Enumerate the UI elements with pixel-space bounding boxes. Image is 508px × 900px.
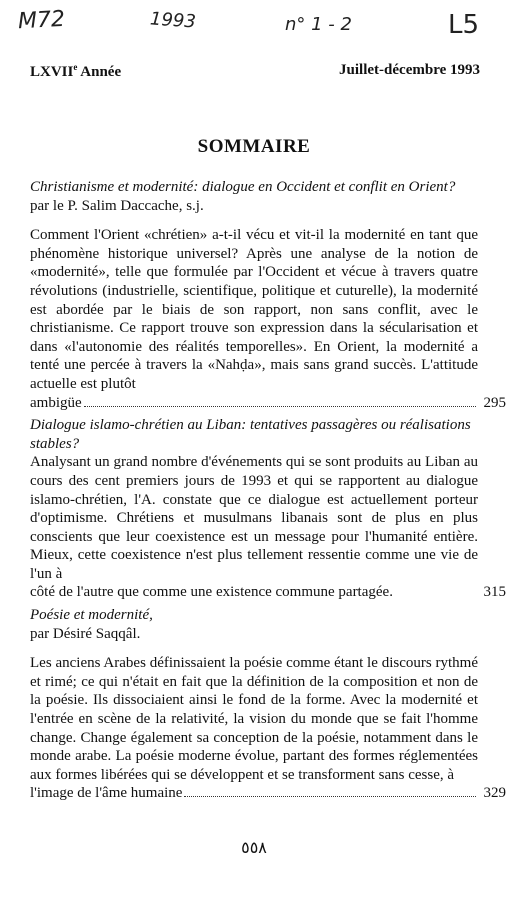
entry-last-line [30, 784, 506, 803]
entry-author: par le P. Salim Daccache, s.j. [30, 197, 204, 214]
dot-leader [184, 796, 476, 797]
handwritten-note-code: L5 [448, 10, 480, 40]
entry-last-line [30, 583, 506, 602]
page-number-footer: ٥٥٨ [241, 838, 267, 857]
entry-abstract: Analysant un grand nombre d'événements qui se sont produits au Liban au cours des cent premiers jours de 1993 et qui se rapportent au dialogue islamo-chrétien, l'A. constate que ce dialogue est actuellement porteur d'optimisme. Chrétiens et musulmans libanais sont de plus en plus conscients que leur coexistence est un message pour l'humanité entière. Mieux, cette coexistence n'est plus tellement ressentie comme une vie de l'un à [30, 454, 478, 582]
entry-page-number: 315 [483, 584, 506, 601]
entry-last-line-text: l'image de l'âme humaine [30, 785, 183, 802]
dot-leader [84, 406, 476, 407]
entry-page-number: 329 [483, 785, 506, 802]
entry-title: Christianisme et modernité: dialogue en Occident et conflit en Orient? [30, 179, 456, 195]
handwritten-note-shelfmark: M72 [17, 6, 66, 35]
volume-year-word: Année [77, 64, 122, 80]
toc-entry [30, 606, 506, 803]
toc-entry [30, 416, 506, 602]
entry-title: Poésie et modernité, [30, 607, 153, 624]
entry-abstract: Les anciens Arabes définissaient la poésie comme étant le discours rythmé et rimé; ce qui n'était en fait que la définition de la composition et non de la poésie. Ils dissociaient ainsi le fond de la forme. Avec la modernité et l'entrée en scène de la relativité, la vision du monde que se fait l'homme change. Change également sa conception de la poésie, notamment dans le monde arabe. La poésie moderne évolue, partant des formes réglementées aux formes libérées qui se développent et se transforment sans cesse, à [30, 655, 478, 783]
entry-last-line-text: côté de l'autre que comme une existence commune partagée. [30, 584, 393, 601]
volume-year-superscript: e [73, 62, 78, 72]
entry-abstract: Comment l'Orient «chrétien» a-t-il vécu et vit-il la modernité en tant que phénomène historique universel? Après une analyse de la notion de «modernité», telle que formulée par l'Occident et vécue à travers quatre révolutions (industrielle, scientifique, politique et cuturelle), la modernité est abordée par le biais de son rapport, non sans conflit, avec le christianisme. Ce rapport trouve son expression dans la sécularisation et dans «l'autonomie des réalités temporelles». En Orient, la modernité a tenté une percée à travers la «Nahḍa», mais sans grand succès. L'attitude actuelle est plutôt [30, 227, 478, 392]
volume-year [30, 62, 121, 81]
toc-entry [30, 178, 506, 412]
issue-date: Juillet-décembre 1993 [339, 62, 480, 78]
entry-title: Dialogue islamo-chrétien au Liban: tentatives passagères ou réalisations stables? [30, 417, 471, 452]
entry-author: par Désiré Saqqâl. [30, 625, 141, 642]
page-header [30, 62, 480, 84]
table-of-contents [30, 178, 506, 803]
page-title: SOMMAIRE [197, 136, 311, 157]
entry-last-line-text: ambigüe [30, 394, 82, 411]
entry-page-number: 295 [483, 394, 506, 411]
handwritten-note-issue: n° 1 - 2 [285, 14, 352, 35]
volume-year-roman: LXVII [30, 64, 74, 80]
entry-last-line [30, 394, 506, 413]
handwritten-note-year: 1993 [149, 8, 197, 33]
